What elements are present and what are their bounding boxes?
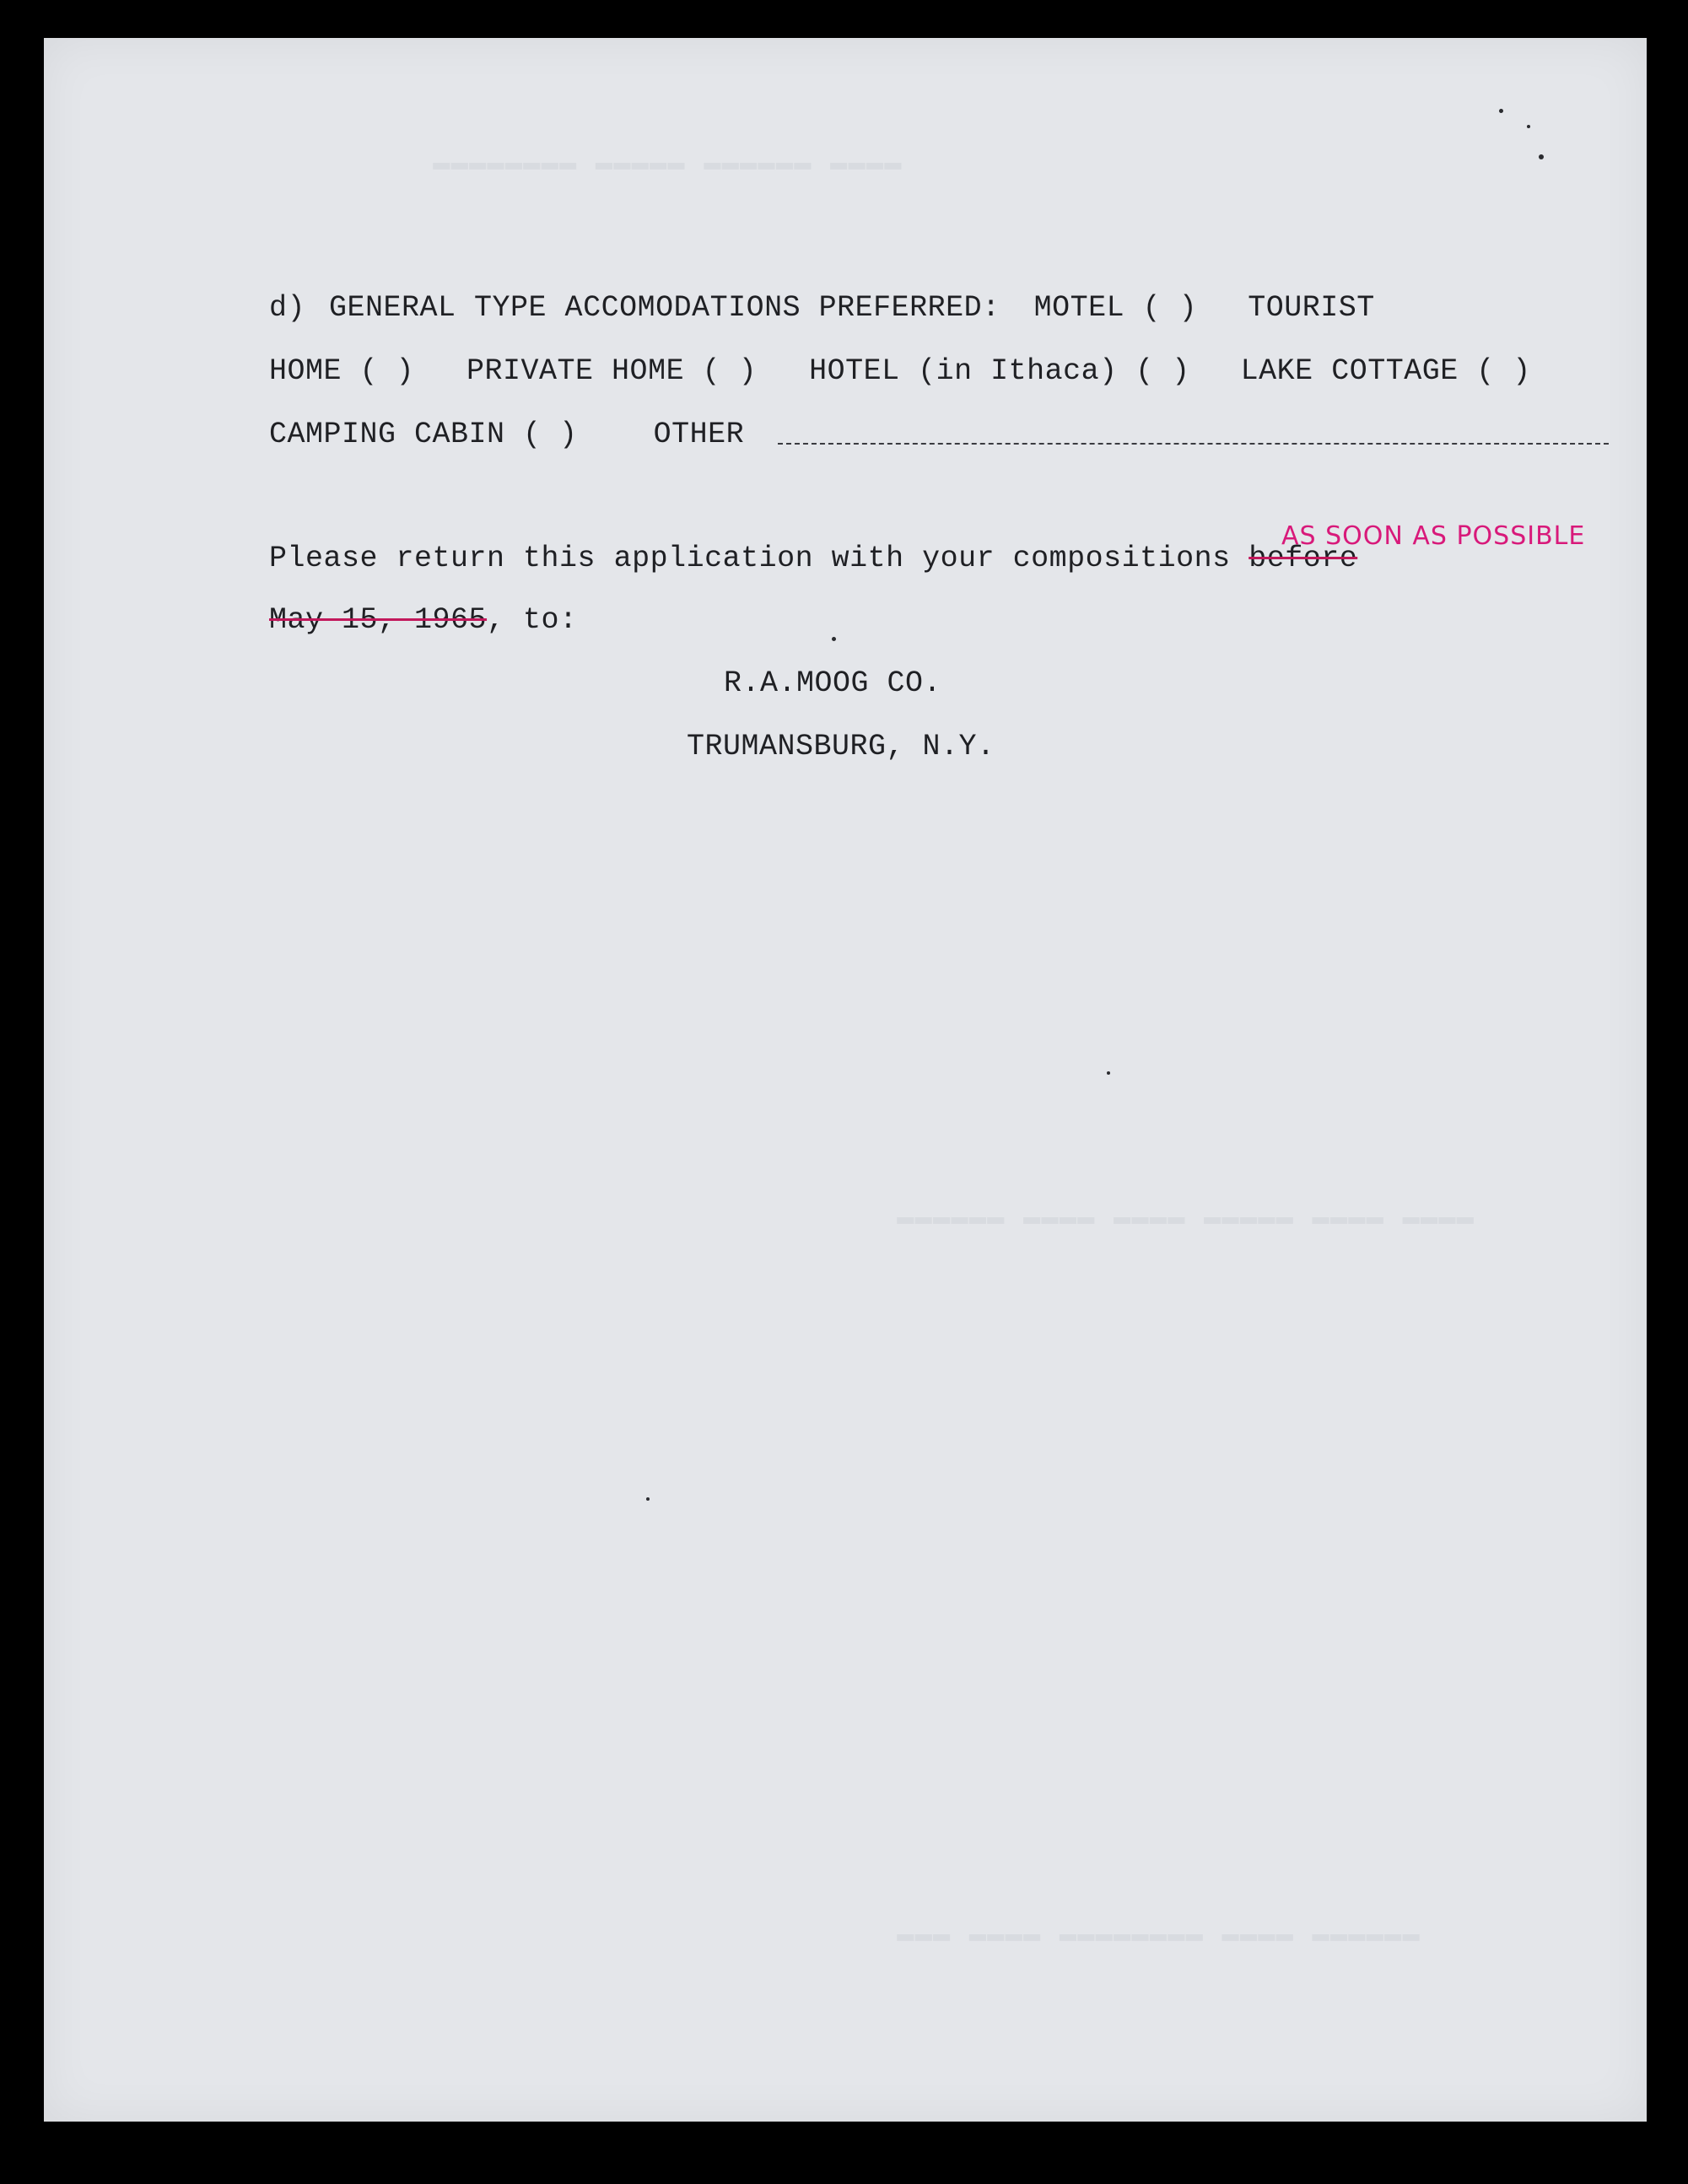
return-instruction-text: Please return this application with your compositions bbox=[269, 542, 1231, 575]
address-company: R.A.MOOG CO. bbox=[724, 666, 942, 700]
bleed-through: ▬▬▬▬▬▬ ▬▬▬▬ ▬▬▬▬▬▬▬▬ ▬▬▬▬ ▬▬▬ bbox=[896, 1919, 1420, 1951]
accommodations-line-3 bbox=[269, 418, 744, 451]
option-other: OTHER bbox=[653, 418, 745, 451]
option-tourist-part: TOURIST bbox=[1248, 291, 1375, 325]
item-label: d) bbox=[269, 291, 306, 325]
bleed-through: ▬▬▬▬ ▬▬▬▬ ▬▬▬▬▬ ▬▬▬▬ ▬▬▬▬ ▬▬▬▬▬▬ bbox=[896, 1202, 1474, 1234]
paper-sheet bbox=[44, 38, 1647, 2122]
bleed-through: ▬▬▬▬ ▬▬▬▬▬▬ ▬▬▬▬▬ ▬▬▬▬▬▬▬▬ bbox=[432, 148, 902, 180]
struck-date: May 15, 1965 bbox=[269, 603, 488, 637]
handwritten-insertion: AS SOON AS POSSIBLE bbox=[1281, 521, 1586, 551]
option-lake-cottage: LAKE COTTAGE ( ) bbox=[1240, 354, 1531, 388]
struck-word-before: before bbox=[1248, 542, 1358, 575]
scan-speck bbox=[1527, 125, 1530, 128]
scan-speck bbox=[1539, 154, 1544, 159]
other-fill-line bbox=[778, 443, 1609, 445]
accommodations-line-2 bbox=[269, 354, 1531, 388]
option-hotel: HOTEL (in Ithaca) ( ) bbox=[809, 354, 1190, 388]
scan-speck bbox=[1107, 1071, 1110, 1075]
scan-speck bbox=[832, 637, 836, 641]
question-label: GENERAL TYPE ACCOMODATIONS PREFERRED: bbox=[329, 291, 1000, 325]
accommodations-line-1 bbox=[269, 291, 1375, 325]
return-instruction-line-2 bbox=[269, 603, 578, 637]
scan-speck bbox=[646, 1497, 650, 1501]
address-city: TRUMANSBURG, N.Y. bbox=[687, 730, 995, 763]
option-private-home: PRIVATE HOME ( ) bbox=[466, 354, 758, 388]
return-instruction-suffix: , to: bbox=[487, 603, 578, 637]
option-camping-cabin: CAMPING CABIN ( ) bbox=[269, 418, 578, 451]
scan-speck bbox=[1499, 109, 1503, 113]
option-tourist-home: HOME ( ) bbox=[269, 354, 415, 388]
option-motel: MOTEL ( ) bbox=[1033, 291, 1198, 325]
return-instruction-line-1 bbox=[269, 542, 1357, 575]
